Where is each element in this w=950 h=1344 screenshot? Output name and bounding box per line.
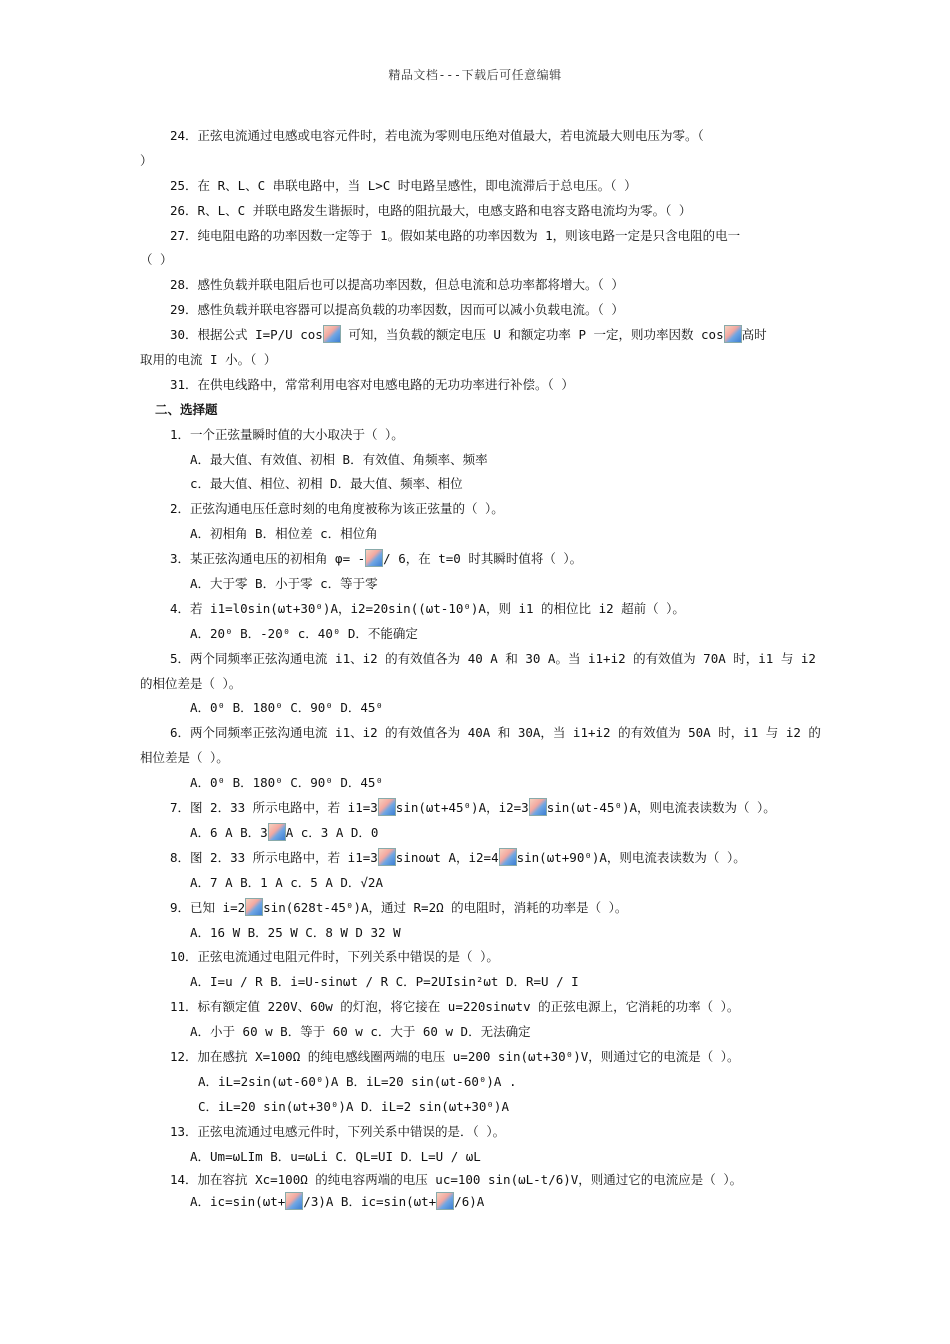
- text-line: [140, 622, 820, 647]
- text-line: [140, 298, 820, 323]
- text-line: [140, 921, 820, 946]
- line-text: /3)A B．ic=sin(ωt+: [303, 1194, 437, 1210]
- text-line: [140, 746, 820, 771]
- line-text: 5．两个同频率正弦沟通电流 i1、i2 的有效值各为 40 A 和 30 A。当 i1+i2 的有效值为 70A 时，i1 与 i2: [170, 650, 816, 666]
- line-text: 二、选择题: [155, 401, 218, 417]
- text-line: [140, 896, 820, 921]
- line-text: A．I=u / R B．i=U-sinωt / R C．P=2UIsin²ωt D．R=U / I: [190, 974, 579, 990]
- text-line: [140, 771, 820, 796]
- line-text: 相位差是（ ）。: [140, 750, 229, 766]
- text-line: [140, 448, 820, 473]
- text-line: [140, 1070, 820, 1095]
- line-text: （ ）: [140, 252, 173, 268]
- broken-image-icon: [436, 1192, 454, 1210]
- line-text: 30．根据公式 I=P/U cos: [170, 327, 323, 343]
- text-line: [140, 1120, 820, 1145]
- line-text: 29．感性负载并联电容器可以提高负载的功率因数，因而可以减小负载电流。（ ）: [170, 302, 624, 318]
- text-line: [140, 1145, 820, 1170]
- line-text: 31．在供电线路中，常常利用电容对电感电路的无功功率进行补偿。（ ）: [170, 376, 574, 392]
- line-text: 12．加在感抗 X=100Ω 的纯电感线圈两端的电压 u=200 sin(ωt+30⁰)V，则通过它的电流是（ ）。: [170, 1048, 740, 1064]
- line-text: 2．正弦沟通电压任意时刻的电角度被称为该正弦量的（ ）。: [170, 501, 504, 517]
- line-text: 4．若 i1=l0sin(ωt+30⁰)A，i2=20sin((ωt-10⁰)A，则 i1 的相位比 i2 超前（ ）。: [170, 600, 685, 616]
- line-text: 26．R、L、C 并联电路发生谐振时，电路的阻抗最大，电感支路和电容支路电流均为零。（ ）: [170, 202, 692, 218]
- text-line: [140, 597, 820, 622]
- line-text: A．Um=ωLIm B．u=ωLi C．QL=UI D．L=U / ωL: [190, 1148, 481, 1164]
- line-text: sin(ωt-45⁰)A，则电流表读数为（ ）。: [546, 800, 776, 816]
- text-line: [140, 273, 820, 298]
- line-text: A．0⁰ B．180⁰ C．90⁰ D．45⁰: [190, 775, 383, 791]
- text-line: [140, 721, 820, 746]
- text-line: [140, 796, 820, 821]
- line-text: 6．两个同频率正弦沟通电流 i1、i2 的有效值各为 40A 和 30A，当 i1+i2 的有效值为 50A 时，i1 与 i2 的: [170, 725, 821, 741]
- line-text: A c．3 A D．0: [285, 824, 379, 840]
- text-line: [140, 224, 820, 249]
- text-line: [140, 373, 820, 398]
- line-text: /6)A: [454, 1194, 485, 1210]
- line-text: 24．正弦电流通过电感或电容元件时，若电流为零则电压绝对值最大，若电流最大则电压为零。（: [170, 128, 704, 143]
- line-text: 3．某正弦沟通电压的初相角 φ= -: [170, 551, 366, 567]
- text-line: [140, 572, 820, 597]
- text-line: [140, 124, 820, 149]
- text-line: [140, 871, 820, 896]
- line-text: ）: [140, 152, 153, 168]
- line-text: 可知，当负载的额定电压 U 和额定功率 P 一定，则功率因数 cos: [340, 327, 724, 343]
- text-line: [140, 1169, 820, 1191]
- text-line: [140, 174, 820, 199]
- line-text: 13．正弦电流通过电感元件时，下列关系中错误的是．（ ）。: [170, 1123, 506, 1139]
- text-line: [140, 497, 820, 522]
- broken-image-icon: [378, 848, 396, 866]
- text-line: [140, 970, 820, 995]
- text-line: [140, 821, 820, 846]
- line-text: 11．标有额定值 220V、60w 的灯泡，将它接在 u=220sinωtv 的正弦电源上，它消耗的功率（ ）。: [170, 999, 740, 1015]
- text-line: [140, 945, 820, 970]
- line-text: 高时: [741, 327, 767, 343]
- line-text: A．7 A B．1 A c．5 A D．√2A: [190, 874, 383, 890]
- section-heading: [140, 398, 820, 423]
- broken-image-icon: [323, 325, 341, 343]
- line-text: A．小于 60 w B．等于 60 w c．大于 60 w D．无法确定: [190, 1024, 531, 1040]
- text-line: [140, 647, 820, 672]
- text-line: [140, 248, 820, 273]
- text-line: [140, 1020, 820, 1045]
- text-line: [140, 547, 820, 572]
- broken-image-icon: [724, 325, 742, 343]
- broken-image-icon: [245, 898, 263, 916]
- line-text: 1．一个正弦量瞬时值的大小取决于（ ）。: [170, 426, 404, 442]
- text-line: [140, 522, 820, 547]
- text-line: [140, 846, 820, 871]
- text-line: [140, 995, 820, 1020]
- line-text: sin(ωt+90⁰)A，则电流表读数为（ ）。: [516, 849, 746, 865]
- text-line: [140, 1045, 820, 1070]
- line-text: 27．纯电阻电路的功率因数一定等于 1。假如某电路的功率因数为 1，则该电路一定是只含电阻的电一: [170, 227, 741, 243]
- line-text: sin(628t-45⁰)A，通过 R=2Ω 的电阻时，消耗的功率是（ ）。: [263, 899, 628, 915]
- line-text: 的相位差是（ ）。: [140, 675, 242, 691]
- line-text: 取用的电流 I 小。（ ）: [140, 352, 277, 368]
- line-text: C．iL=20 sin(ωt+30⁰)A D．iL=2 sin(ωt+30⁰)A: [198, 1098, 509, 1114]
- line-text: A．大于零 B．小于零 c．等于零: [190, 576, 378, 592]
- line-text: A．6 A B．3: [190, 824, 268, 840]
- broken-image-icon: [365, 549, 383, 567]
- broken-image-icon: [499, 848, 517, 866]
- line-text: A．iL=2sin(ωt-60⁰)A B．iL=20 sin(ωt-60⁰)A .: [198, 1073, 517, 1089]
- broken-image-icon: [268, 823, 286, 841]
- text-line: [140, 472, 820, 497]
- text-line: [140, 199, 820, 224]
- text-line: [140, 348, 820, 373]
- text-line: [140, 696, 820, 721]
- broken-image-icon: [378, 798, 396, 816]
- line-text: A．0⁰ B．180⁰ C．90⁰ D．45⁰: [190, 700, 383, 716]
- line-text: A．最大值、有效值、初相 B．有效值、角频率、频率: [190, 451, 488, 467]
- line-text: 10．正弦电流通过电阻元件时，下列关系中错误的是（ ）。: [170, 949, 499, 965]
- line-text: sin(ωt+45⁰)A，i2=3: [395, 800, 529, 816]
- line-text: A．初相角 B．相位差 c．相位角: [190, 526, 378, 542]
- line-text: A．20⁰ B．-20⁰ c．40⁰ D．不能确定: [190, 625, 418, 641]
- line-text: A．ic=sin(ωt+: [190, 1194, 286, 1210]
- line-text: sinoωt A，i2=4: [395, 849, 499, 865]
- page-header: 精品文档---下载后可任意编辑: [388, 68, 562, 82]
- broken-image-icon: [529, 798, 547, 816]
- line-text: 14．加在容抗 Xc=100Ω 的纯电容两端的电压 uc=100 sin(ωL-t/6)V，则通过它的电流应是（ ）。: [170, 1172, 743, 1188]
- line-text: 8．图 2．33 所示电路中，若 i1=3: [170, 849, 378, 865]
- line-text: 7．图 2．33 所示电路中，若 i1=3: [170, 800, 378, 816]
- text-line: [140, 423, 820, 448]
- line-text: 28．感性负载并联电阻后也可以提高功率因数，但总电流和总功率都将增大。（ ）: [170, 277, 624, 293]
- text-line: [140, 323, 820, 348]
- text-line: [140, 1191, 820, 1213]
- line-text: A．16 W B．25 W C．8 W D 32 W: [190, 924, 401, 940]
- line-text: c．最大值、相位、初相 D．最大值、频率、相位: [190, 476, 463, 492]
- text-line: [140, 672, 820, 697]
- line-text: 9．已知 i=2: [170, 899, 246, 915]
- broken-image-icon: [285, 1192, 303, 1210]
- text-line: [140, 149, 820, 174]
- document-body: [140, 124, 820, 1213]
- text-line: [140, 1095, 820, 1120]
- line-text: 25．在 R、L、C 串联电路中，当 L>C 时电路呈感性，即电流滞后于总电压。（ ）: [170, 177, 637, 193]
- line-text: / 6，在 t=0 时其瞬时值将（ ）。: [383, 551, 583, 567]
